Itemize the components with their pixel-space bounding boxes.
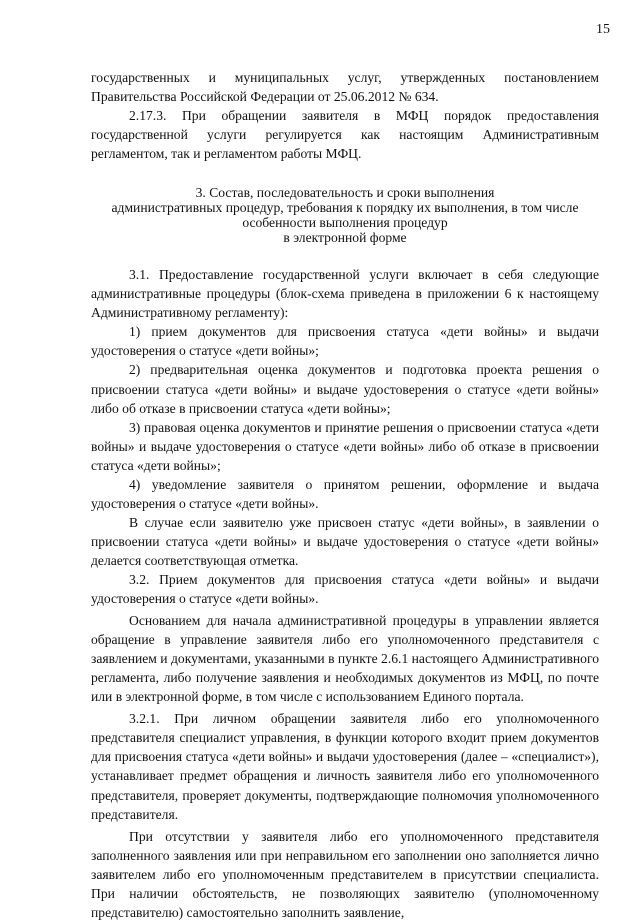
- paragraph-3-1: 3.1. Предоставление государственной услуги включает в себя следующие административные процедуры (блок-схема приведена в приложении 6 к настоящему Административному регламенту):: [91, 267, 599, 321]
- list-item-2: 2) предварительная оценка документов и подготовка проекта решения о присвоении статуса «дети войны» и выдаче удостоверения о статусе «дети войны» либо об отказе в присвоении статуса «дети войны»;: [91, 362, 599, 416]
- list-item-3: 3) правовая оценка документов и принятие решения о присвоении статуса «дети войны» и выдаче удостоверения о статусе «дети войны» либо об отказе в присвоении статуса «дети войны»;: [91, 419, 599, 473]
- section-heading-line: административных процедур, требования к порядку их выполнения, в том числе особенности выполнения процедур: [111, 200, 579, 231]
- paragraph-3-2-1: 3.2.1. При личном обращении заявителя либо его уполномоченного представителя специалист управления, в функции которого входит прием документов для присвоения статуса «дети войны» и выдачи удостоверения (далее – «специалист»), устанавливает предмет обращения и личность заявителя либо его уполномоченного представителя, проверяет документы, подтверждающие полномочия уполномоченного представителя.: [91, 711, 599, 822]
- list-item-4: 4) уведомление заявителя о принятом решении, оформление и выдача удостоверения о статусе «дети войны».: [91, 476, 599, 511]
- paragraph-status-note: В случае если заявителю уже присвоен статус «дети войны», в заявлении о присвоении статуса «дети войны» и выдаче удостоверения о статусе «дети войны» делается соответствующая отметка.: [91, 514, 599, 568]
- paragraph-absence: При отсутствии у заявителя либо его уполномоченного представителя заполненного заявления или при неправильном его заполнении оно заполняется лично заявителем либо его уполномоченным представителем в присутствии специалиста. При наличии обстоятельств, не позволяющих заявителю (уполномоченному представителю) самостоятельно заполнить заявление,: [91, 828, 599, 920]
- paragraph-3-2: 3.2. Прием документов для присвоения статуса «дети войны» и выдачи удостоверения о статусе «дети войны».: [91, 571, 599, 607]
- document-body: [91, 68, 599, 922]
- section-heading-line: 3. Состав, последовательность и сроки выполнения: [195, 185, 495, 201]
- page-number: 15: [596, 22, 610, 37]
- list-item-1: 1) прием документов для присвоения статуса «дети войны» и выдачи удостоверения о статусе «дети войны»;: [91, 324, 599, 359]
- section-heading: [91, 185, 599, 245]
- paragraph-basis: Основанием для начала административной процедуры в управлении является обращение в управление заявителя либо его уполномоченного представителя с заявлением и документами, указанными в пункте 2.6.1 настоящего Административного регламента, либо получение заявления и необходимых документов из МФЦ, по почте или в электронной форме, в том числе с использованием Единого портала.: [91, 613, 599, 705]
- paragraph-continuation: государственных и муниципальных услуг, утвержденных постановлением Правительства Российской Федерации от 25.06.2012 № 634.: [91, 70, 599, 105]
- paragraph-2-17-3: 2.17.3. При обращении заявителя в МФЦ порядок предоставления государственной услуги регулируется как настоящим Административным регламентом, так и регламентом работы МФЦ.: [91, 108, 599, 162]
- section-heading-line: в электронной форме: [283, 230, 407, 246]
